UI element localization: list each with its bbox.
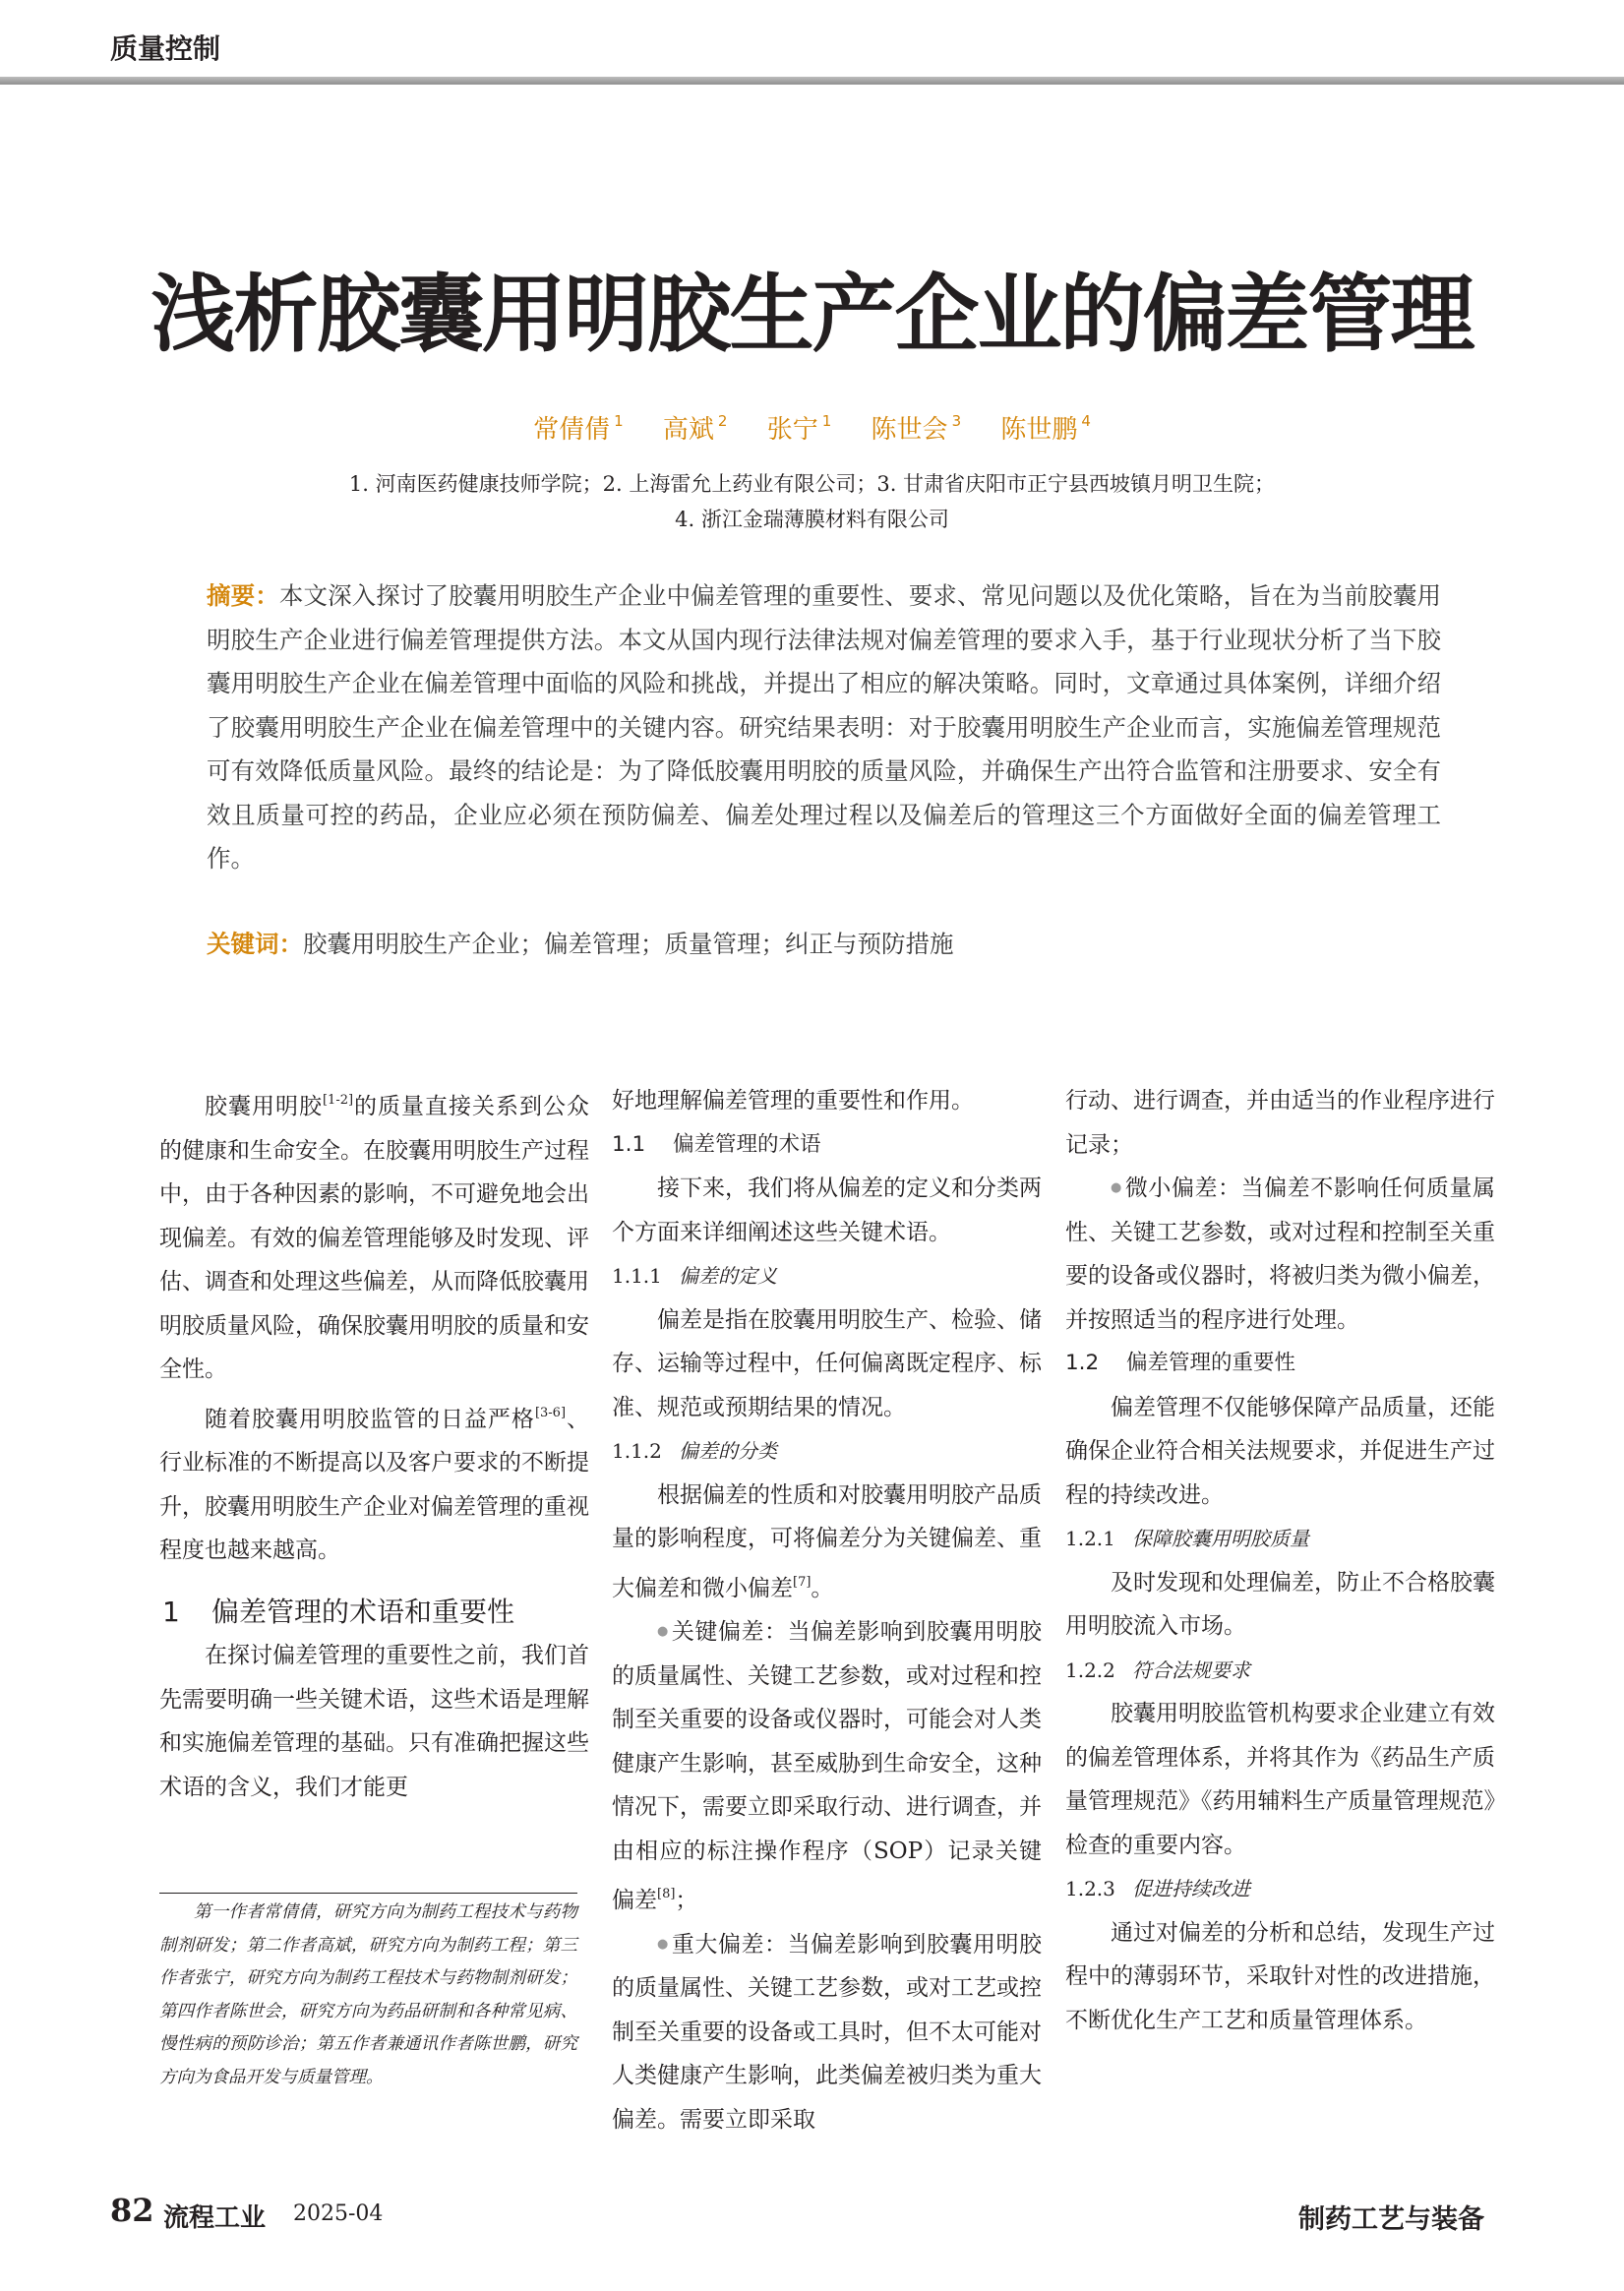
paragraph: 胶囊用明胶监管机构要求企业建立有效的偏差管理体系，并将其作为《药品生产质量管理规范》《药用辅料生产质量管理规范》检查的重要内容。 xyxy=(1065,1701,1495,1858)
abstract xyxy=(207,574,1441,881)
affiliation-line: 1. 河南医药健康技师学院；2. 上海雷允上药业有限公司；3. 甘肃省庆阳市正宁县西坡镇月明卫生院； xyxy=(348,472,1276,496)
article-title: 浅析胶囊用明胶生产企业的偏差管理 xyxy=(150,266,1474,364)
subsubsection-heading: 1.2.3 促进持续改进 xyxy=(1065,1877,1250,1900)
footnote-rule xyxy=(159,1893,577,1894)
author: 陈世鹏 $^4$ xyxy=(1000,412,1091,445)
citation: [1-2] xyxy=(322,1093,354,1108)
paragraph: 随着胶囊用明胶监管的日益严格[3-6]、行业标准的不断提高以及客户要求的不断提升，胶囊用明胶生产企业对偏差管理的重视程度也越来越高。 xyxy=(159,1405,590,1563)
paragraph: 好地理解偏差管理的重要性和作用。 xyxy=(612,1088,974,1114)
page-header xyxy=(0,0,1624,87)
citation: [8] xyxy=(657,1887,676,1901)
keywords xyxy=(207,923,1441,966)
paragraph: 接下来，我们将从偏差的定义和分类两个方面来详细阐述这些关键术语。 xyxy=(612,1176,1042,1245)
paragraph: 通过对偏差的分析和总结，发现生产过程中的薄弱环节，采取针对性的改进措施，不断优化生产工艺和质量管理体系。 xyxy=(1065,1919,1495,2033)
paragraph: 行动、进行调查，并由适当的作业程序进行记录； xyxy=(1065,1088,1495,1158)
page-number: 82 xyxy=(110,2192,154,2229)
author: 常倩倩 $^1$ xyxy=(533,412,624,445)
abstract-label: 摘要： xyxy=(207,581,279,610)
bullet-item: ● 微小偏差：当偏差不影响任何质量属性、关键工艺参数，或对过程和控制至关重要的设备或仪器时，将被归类为微小偏差，并按照适当的程序进行处理。 xyxy=(1065,1167,1495,1342)
bullet-item: ● 重大偏差：当偏差影响到胶囊用明胶的质量属性、关键工艺参数，或对工艺或控制至关重要的设备或工具时，但不太可能对人类健康产生影响，此类偏差被归类为重大偏差。需要立即采取 xyxy=(612,1923,1042,2142)
author-list xyxy=(0,409,1624,446)
body-column-2 xyxy=(612,1079,1042,2141)
paragraph: 及时发现和处理偏差，防止不合格胶囊用明胶流入市场。 xyxy=(1065,1569,1495,1639)
paragraph: 在探讨偏差管理的重要性之前，我们首先需要明确一些关键术语，这些术语是理解和实施偏差管理的基础。只有准确把握这些术语的含义，我们才能更 xyxy=(159,1643,589,1800)
body-column-3 xyxy=(1065,1079,1495,2042)
keywords-text: 胶囊用明胶生产企业；偏差管理；质量管理；纠正与预防措施 xyxy=(303,930,954,958)
subsubsection-heading: 1.1.1 偏差的定义 xyxy=(612,1264,777,1288)
paragraph: 偏差管理不仅能够保障产品质量，还能确保企业符合相关法规要求，并促进生产过程的持续改进。 xyxy=(1065,1394,1495,1508)
author: 陈世会 $^3$ xyxy=(871,412,962,445)
affiliation-line: 4. 浙江金瑞薄膜材料有限公司 xyxy=(675,508,949,531)
bullet-item: ● 关键偏差：当偏差影响到胶囊用明胶的质量属性、关键工艺参数，或对过程和控制至关重要的设备或仪器时，可能会对人类健康产生影响，甚至威胁到生命安全，这种情况下，需要立即采取行动、进行调查，并由相应的标注操作程序（SOP）记录关键偏差[8]； xyxy=(612,1610,1042,1923)
keywords-label: 关键词： xyxy=(207,930,303,958)
subsection-heading: 1.2 偏差管理的重要性 xyxy=(1065,1351,1296,1375)
journal-name: 流程工业 xyxy=(163,2203,267,2233)
section-label: 质量控制 xyxy=(110,32,221,65)
author-footnote: 第一作者常倩倩，研究方向为制药工程技术与药物制剂研发；第二作者高斌，研究方向为制药工程；第三作者张宁，研究方向为制药工程技术与药物制剂研发；第四作者陈世会，研究方向为药品研制和各种常见病、慢性病的预防诊治；第五作者兼通讯作者陈世鹏，研究方向为食品开发与质量管理。 xyxy=(159,1902,577,2087)
paragraph: 偏差是指在胶囊用明胶生产、检验、储存、运输等过程中，任何偏离既定程序、标准、规范或预期结果的情况。 xyxy=(612,1306,1042,1420)
subsubsection-heading: 1.2.1 保障胶囊用明胶质量 xyxy=(1065,1527,1309,1550)
body-column-1 xyxy=(159,1079,589,1809)
abstract-text: 本文深入探讨了胶囊用明胶生产企业中偏差管理的重要性、要求、常见问题以及优化策略，旨在为当前胶囊用明胶生产企业进行偏差管理提供方法。本文从国内现行法律法规对偏差管理的要求入手，基于行业现状分析了当下胶囊用明胶生产企业在偏差管理中面临的风险和挑战，并提出了相应的解决策略。同时，文章通过具体案例，详细介绍了胶囊用明胶生产企业在偏差管理中的关键内容。研究结果表明：对于胶囊用明胶生产企业而言，实施偏差管理规范可有效降低质量风险。最终的结论是：为了降低胶囊用明胶的质量风险，并确保生产出符合监管和注册要求、安全有效且质量可控的药品，企业应必须在预防偏差、偏差处理过程以及偏差后的管理这三个方面做好全面的偏差管理工作。 xyxy=(207,581,1442,873)
journal-issue: 2025-04 xyxy=(293,2201,384,2226)
subsubsection-heading: 1.1.2 偏差的分类 xyxy=(612,1439,777,1463)
author: 张宁 $^1$ xyxy=(766,412,832,445)
header-rule xyxy=(0,77,1624,85)
subsection-heading: 1.1 偏差管理的术语 xyxy=(612,1131,821,1157)
subsubsection-heading: 1.2.2 符合法规要求 xyxy=(1065,1658,1250,1682)
paragraph: 根据偏差的性质和对胶囊用明胶产品质量的影响程度，可将偏差分为关键偏差、重大偏差和微小偏差[7]。 xyxy=(612,1481,1042,1601)
section-heading: 1 偏差管理的术语和重要性 xyxy=(162,1595,515,1628)
citation: [3-6] xyxy=(534,1405,567,1420)
paragraph: 胶囊用明胶[1-2]的质量直接关系到公众的健康和生命安全。在胶囊用明胶生产过程中，由于各种因素的影响，不可避免地会出现偏差。有效的偏差管理能够及时发现、评估、调查和处理这些偏差，从而降低胶囊用明胶质量风险，确保胶囊用明胶的质量和安全性。 xyxy=(159,1093,590,1382)
citation: [7] xyxy=(793,1574,812,1590)
author: 高斌 $^2$ xyxy=(662,412,728,445)
footer-section: 制药工艺与装备 xyxy=(1298,2204,1484,2235)
